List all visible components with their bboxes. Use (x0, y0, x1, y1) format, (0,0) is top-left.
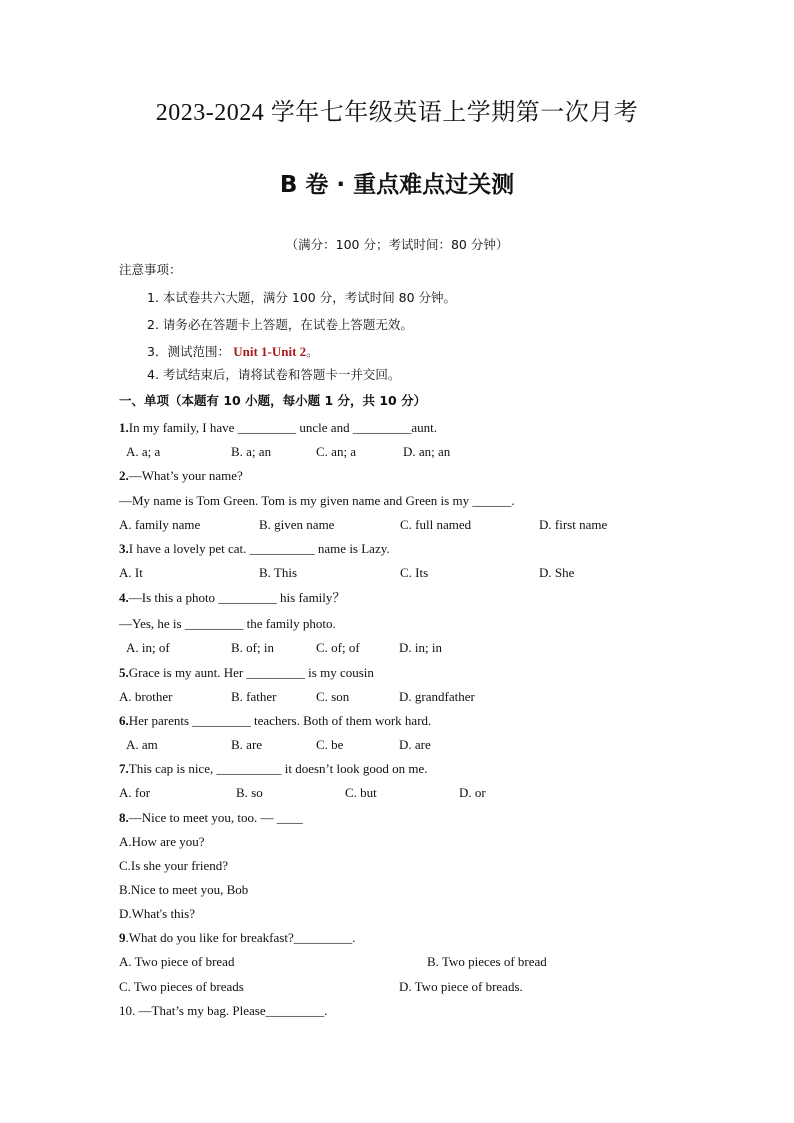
option-a: A. a; a (126, 444, 161, 459)
option-d: D. an; an (403, 444, 451, 459)
option-d: D. are (399, 737, 431, 752)
option-b: B. of; in (231, 640, 274, 655)
section-heading: 一、单项（本题有 10 小题，每小题 1 分，共 10 分） (119, 393, 427, 408)
option-d: D. in; in (399, 640, 442, 655)
question-number: 9 (119, 930, 126, 945)
question-5 (119, 665, 374, 681)
page-subtitle: B 卷 · 重点难点过关测 (279, 172, 515, 198)
note-item-3 (147, 344, 319, 360)
score-info: （满分：100 分；考试时间：80 分钟） (285, 237, 509, 252)
question-text: —What’s your name? (128, 468, 243, 483)
option-c: C.Is she your friend? (119, 858, 229, 873)
option-a: A. It (119, 565, 143, 580)
test-scope: Unit 1-Unit 2 (233, 344, 307, 359)
question-number: 1. (119, 420, 129, 435)
question-4 (119, 590, 345, 606)
option-c: C. full named (400, 517, 472, 532)
question-9 (119, 930, 355, 946)
question-number: 8. (119, 810, 129, 825)
question-number: 3. (119, 541, 129, 556)
option-c: C. son (316, 689, 350, 704)
question-2-answer-line: —My name is Tom Green. Tom is my given name and Green is my ______. (119, 493, 515, 508)
notes-heading: 注意事项： (119, 262, 182, 277)
option-a: A. am (126, 737, 158, 752)
question-text: This cap is nice, __________ it doesn’t look good on me. (128, 761, 428, 776)
question-text: —Nice to meet you, too. — ____ (128, 810, 303, 825)
option-b: B. father (231, 689, 277, 704)
option-b: B. given name (259, 517, 335, 532)
page-title: 2023-2024 学年七年级英语上学期第一次月考 (155, 100, 639, 126)
question-6 (119, 713, 431, 729)
question-text: In my family, I have _________ uncle and _________aunt. (128, 420, 437, 435)
option-d: D. first name (539, 517, 608, 532)
option-b: B. a; an (231, 444, 272, 459)
question-1 (119, 420, 437, 436)
option-a: A. in; of (126, 640, 170, 655)
option-a: A. for (119, 785, 151, 800)
option-d: D.What's this? (119, 906, 195, 921)
option-a: A. family name (119, 517, 201, 532)
test-scope-end: 。 (306, 344, 319, 359)
option-b: B. so (236, 785, 263, 800)
question-10: 10. —That’s my bag. Please_________. (119, 1003, 328, 1018)
option-c: C. Its (400, 565, 429, 580)
option-c: C. Two pieces of breads (119, 979, 244, 994)
question-text: .What do you like for breakfast?_________. (125, 930, 356, 945)
question-number: 5. (119, 665, 129, 680)
question-3 (119, 541, 390, 557)
option-b: B.Nice to meet you, Bob (119, 882, 249, 897)
note-item-2: 2. 请务必在答题卡上答题，在试卷上答题无效。 (147, 317, 413, 332)
question-8 (119, 810, 303, 826)
question-number: 4. (119, 590, 129, 605)
option-a: A.How are you? (119, 834, 205, 849)
option-d: D. She (539, 565, 575, 580)
question-text: Her parents _________ teachers. Both of them work hard. (128, 713, 432, 728)
question-text: I have a lovely pet cat. __________ name is Lazy. (128, 541, 390, 556)
option-d: D. or (459, 785, 486, 800)
note-item-3-label: 3．测试范围： (147, 344, 230, 359)
question-number: 7. (119, 761, 129, 776)
note-item-4: 4. 考试结束后，请将试卷和答题卡一并交回。 (147, 367, 401, 382)
question-4-answer-line: —Yes, he is _________ the family photo. (119, 616, 336, 631)
question-7 (119, 761, 427, 777)
note-item-1: 1. 本试卷共六大题，满分 100 分，考试时间 80 分钟。 (147, 290, 457, 305)
option-b: B. Two pieces of bread (427, 954, 547, 969)
option-d: D. Two piece of breads. (399, 979, 523, 994)
option-a: A. Two piece of bread (119, 954, 235, 969)
option-c: C. but (345, 785, 377, 800)
option-c: C. be (316, 737, 344, 752)
option-c: C. of; of (316, 640, 360, 655)
question-number: 2. (119, 468, 129, 483)
question-text: —Is this a photo _________ his family？ (128, 590, 346, 605)
question-2 (119, 468, 243, 484)
option-c: C. an; a (316, 444, 357, 459)
option-b: B. are (231, 737, 263, 752)
question-number: 6. (119, 713, 129, 728)
question-text: Grace is my aunt. Her _________ is my cousin (128, 665, 374, 680)
option-b: B. This (259, 565, 298, 580)
option-a: A. brother (119, 689, 173, 704)
option-d: D. grandfather (399, 689, 475, 704)
